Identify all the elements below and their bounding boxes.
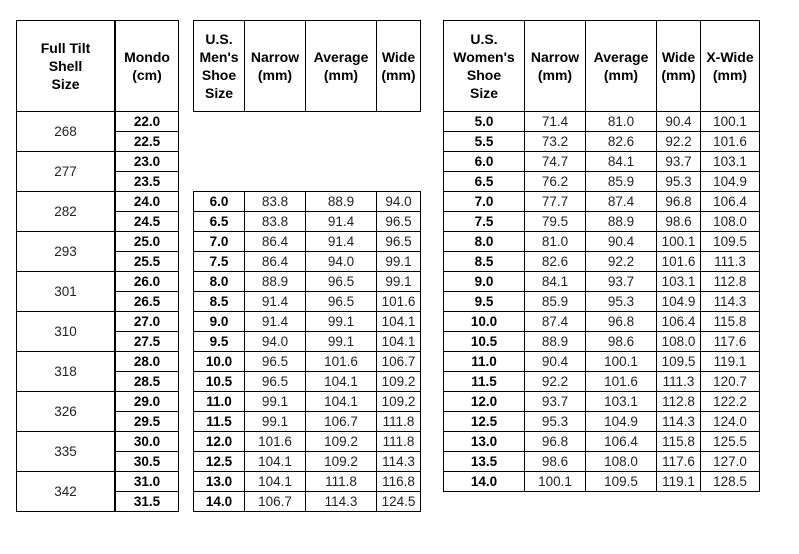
womens-column-header-line: Average xyxy=(593,49,649,65)
mens-width-cell: 109.2 xyxy=(306,432,377,452)
womens-width-cell: 96.8 xyxy=(586,312,657,332)
womens-width-cell: 100.1 xyxy=(657,232,701,252)
mens-width-cell: 106.7 xyxy=(245,492,306,512)
womens-column-header xyxy=(701,21,760,112)
table-row xyxy=(444,152,760,172)
mens-width-cell: 104.1 xyxy=(245,472,306,492)
table-row xyxy=(194,192,421,212)
table-row xyxy=(194,352,421,372)
table-row xyxy=(194,492,421,512)
mens-column-header-line: Shoe xyxy=(201,67,237,83)
mens-size-cell: 11.0 xyxy=(194,392,245,412)
mondo-cell: 23.0 xyxy=(116,152,179,172)
womens-width-cell: 82.6 xyxy=(586,132,657,152)
table-row xyxy=(116,472,179,492)
womens-width-cell: 77.7 xyxy=(525,192,586,212)
mondo-cell: 22.5 xyxy=(116,132,179,152)
womens-width-cell: 124.0 xyxy=(701,412,760,432)
mens-column-header-line: Average xyxy=(313,49,369,65)
womens-size-cell: 10.0 xyxy=(444,312,525,332)
table-row xyxy=(194,412,421,432)
womens-width-cell: 93.7 xyxy=(525,392,586,412)
womens-width-cell: 111.3 xyxy=(701,252,760,272)
mondo-cell: 27.5 xyxy=(116,332,179,352)
womens-width-cell: 108.0 xyxy=(701,212,760,232)
womens-size-cell: 7.0 xyxy=(444,192,525,212)
shell-size-cell: 277 xyxy=(17,152,115,192)
mens-width-cell: 104.1 xyxy=(306,372,377,392)
womens-width-cell: 117.6 xyxy=(657,452,701,472)
table-row xyxy=(444,132,760,152)
table-row xyxy=(17,272,115,312)
table-row xyxy=(116,232,179,252)
mens-column-header-line: Wide xyxy=(381,49,416,65)
table-row xyxy=(116,332,179,352)
womens-column-header-line: Shoe xyxy=(466,67,502,83)
womens-width-cell: 93.7 xyxy=(586,272,657,292)
mens-width-cell: 116.8 xyxy=(377,472,421,492)
mens-size-cell: 12.0 xyxy=(194,432,245,452)
mens-width-cell: 99.1 xyxy=(377,272,421,292)
table-row xyxy=(116,452,179,472)
table-row xyxy=(17,352,115,392)
womens-column-header-line: (mm) xyxy=(712,67,748,83)
table-row xyxy=(444,232,760,252)
womens-width-cell: 108.0 xyxy=(657,332,701,352)
mondo-cell: 31.5 xyxy=(116,492,179,512)
mens-column-header-line: Narrow xyxy=(250,49,300,65)
mens-size-cell: 6.0 xyxy=(194,192,245,212)
womens-width-cell: 85.9 xyxy=(525,292,586,312)
shell-size-cell: 326 xyxy=(17,392,115,432)
womens-column-header-line: Women's xyxy=(453,49,515,65)
mens-width-cell: 83.8 xyxy=(245,192,306,212)
mens-column-header xyxy=(377,21,421,112)
table-row xyxy=(444,332,760,352)
mens-width-cell: 96.5 xyxy=(245,372,306,392)
table-row xyxy=(17,232,115,272)
womens-width-cell: 128.5 xyxy=(701,472,760,492)
mondo-cell: 26.0 xyxy=(116,272,179,292)
womens-size-cell: 14.0 xyxy=(444,472,525,492)
mondo-cell: 23.5 xyxy=(116,172,179,192)
table-row xyxy=(444,112,760,132)
mens-size-cell: 10.5 xyxy=(194,372,245,392)
table-row xyxy=(194,332,421,352)
table-row xyxy=(194,232,421,252)
table-row xyxy=(194,252,421,272)
womens-column-header-line: Wide xyxy=(661,49,696,65)
womens-width-cell: 104.9 xyxy=(657,292,701,312)
womens-width-cell: 71.4 xyxy=(525,112,586,132)
mens-size-cell: 10.0 xyxy=(194,352,245,372)
womens-width-cell: 109.5 xyxy=(701,232,760,252)
womens-width-cell: 100.1 xyxy=(525,472,586,492)
mens-width-cell: 101.6 xyxy=(377,292,421,312)
table-row xyxy=(444,372,760,392)
full-tilt-shell-size-table xyxy=(16,20,115,512)
womens-shoe-size-table xyxy=(443,20,760,492)
womens-width-cell: 98.6 xyxy=(525,452,586,472)
womens-width-cell: 81.0 xyxy=(525,232,586,252)
table-row xyxy=(444,472,760,492)
womens-width-cell: 108.0 xyxy=(586,452,657,472)
womens-size-cell: 5.5 xyxy=(444,132,525,152)
mens-width-cell: 109.2 xyxy=(306,452,377,472)
mens-width-cell: 94.0 xyxy=(377,192,421,212)
table-row xyxy=(444,452,760,472)
table-row xyxy=(194,472,421,492)
womens-width-cell: 119.1 xyxy=(701,352,760,372)
table-row xyxy=(17,392,115,432)
mens-size-cell: 7.5 xyxy=(194,252,245,272)
womens-width-cell: 87.4 xyxy=(586,192,657,212)
table-row xyxy=(444,272,760,292)
womens-width-cell: 92.2 xyxy=(586,252,657,272)
mens-width-cell: 109.2 xyxy=(377,372,421,392)
mens-width-cell: 111.8 xyxy=(377,412,421,432)
mondo-cell: 25.5 xyxy=(116,252,179,272)
womens-size-cell: 13.0 xyxy=(444,432,525,452)
womens-width-cell: 109.5 xyxy=(657,352,701,372)
table-row xyxy=(17,112,115,152)
mens-size-cell: 9.0 xyxy=(194,312,245,332)
table-row xyxy=(194,292,421,312)
womens-width-cell: 93.7 xyxy=(657,152,701,172)
mondo-cell: 24.5 xyxy=(116,212,179,232)
mens-column-header-line: (mm) xyxy=(257,67,293,83)
mondo-cell: 28.5 xyxy=(116,372,179,392)
mens-size-cell: 6.5 xyxy=(194,212,245,232)
table-row xyxy=(194,392,421,412)
mens-size-cell: 12.5 xyxy=(194,452,245,472)
mens-column-header-line: U.S. xyxy=(205,31,233,47)
womens-width-cell: 90.4 xyxy=(657,112,701,132)
table-row xyxy=(116,492,179,512)
womens-width-cell: 109.5 xyxy=(586,472,657,492)
mondo-cell: 29.5 xyxy=(116,412,179,432)
mens-width-cell: 101.6 xyxy=(306,352,377,372)
table-row xyxy=(444,252,760,272)
mens-column-header xyxy=(194,21,245,112)
shell-size-header-line: Size xyxy=(51,76,80,92)
womens-width-cell: 90.4 xyxy=(586,232,657,252)
mens-width-cell: 96.5 xyxy=(306,272,377,292)
shell-size-cell: 268 xyxy=(17,112,115,152)
mens-width-cell: 83.8 xyxy=(245,212,306,232)
womens-column-header xyxy=(444,21,525,112)
mondo-cell: 26.5 xyxy=(116,292,179,312)
table-row xyxy=(116,352,179,372)
mens-width-cell: 96.5 xyxy=(306,292,377,312)
mondo-size-table xyxy=(115,20,179,512)
womens-width-cell: 98.6 xyxy=(586,332,657,352)
womens-width-cell: 79.5 xyxy=(525,212,586,232)
mens-width-cell: 99.1 xyxy=(377,252,421,272)
mens-width-cell: 114.3 xyxy=(306,492,377,512)
mens-shoe-size-table xyxy=(193,20,421,512)
womens-column-header-line: (mm) xyxy=(603,67,639,83)
table-row xyxy=(444,212,760,232)
shell-size-cell: 301 xyxy=(17,272,115,312)
mens-width-cell: 114.3 xyxy=(377,452,421,472)
womens-width-cell: 95.3 xyxy=(586,292,657,312)
table-row xyxy=(116,312,179,332)
mondo-cell: 28.0 xyxy=(116,352,179,372)
womens-width-cell: 98.6 xyxy=(657,212,701,232)
table-row xyxy=(194,272,421,292)
mondo-cell: 30.5 xyxy=(116,452,179,472)
mens-column-header xyxy=(245,21,306,112)
mondo-cell: 24.0 xyxy=(116,192,179,212)
blank-cell xyxy=(194,112,421,192)
mens-width-cell: 91.4 xyxy=(306,212,377,232)
womens-width-cell: 84.1 xyxy=(525,272,586,292)
womens-size-cell: 8.0 xyxy=(444,232,525,252)
table-row xyxy=(444,292,760,312)
mens-width-cell: 104.1 xyxy=(377,312,421,332)
mondo-cell: 27.0 xyxy=(116,312,179,332)
mens-width-cell: 99.1 xyxy=(245,392,306,412)
womens-width-cell: 95.3 xyxy=(657,172,701,192)
shell-size-cell: 342 xyxy=(17,472,115,512)
mens-width-cell: 111.8 xyxy=(377,432,421,452)
mens-width-cell: 104.1 xyxy=(245,452,306,472)
mens-width-cell: 106.7 xyxy=(306,412,377,432)
table-row xyxy=(116,212,179,232)
womens-size-cell: 6.0 xyxy=(444,152,525,172)
mens-size-cell: 13.0 xyxy=(194,472,245,492)
mens-width-cell: 96.5 xyxy=(377,232,421,252)
mens-size-cell: 11.5 xyxy=(194,412,245,432)
womens-width-cell: 92.2 xyxy=(525,372,586,392)
womens-width-cell: 95.3 xyxy=(525,412,586,432)
mondo-cell: 25.0 xyxy=(116,232,179,252)
table-row xyxy=(194,452,421,472)
mens-width-cell: 94.0 xyxy=(306,252,377,272)
womens-width-cell: 115.8 xyxy=(701,312,760,332)
table-row xyxy=(194,212,421,232)
womens-column-header xyxy=(525,21,586,112)
shell-size-cell: 310 xyxy=(17,312,115,352)
mens-width-cell: 96.5 xyxy=(245,352,306,372)
table-row xyxy=(444,432,760,452)
mens-width-cell: 96.5 xyxy=(377,212,421,232)
mens-size-cell: 8.5 xyxy=(194,292,245,312)
table-row xyxy=(116,412,179,432)
mens-width-cell: 86.4 xyxy=(245,252,306,272)
mens-width-cell: 99.1 xyxy=(306,312,377,332)
mens-size-cell: 7.0 xyxy=(194,232,245,252)
mens-column-header-line: (mm) xyxy=(381,67,416,83)
womens-width-cell: 74.7 xyxy=(525,152,586,172)
table-row xyxy=(116,272,179,292)
shell-size-cell: 335 xyxy=(17,432,115,472)
mens-width-cell: 94.0 xyxy=(245,332,306,352)
table-row xyxy=(444,412,760,432)
table-row xyxy=(194,432,421,452)
womens-width-cell: 106.4 xyxy=(586,432,657,452)
womens-column-header xyxy=(586,21,657,112)
mens-size-cell: 8.0 xyxy=(194,272,245,292)
table-row xyxy=(194,372,421,392)
womens-width-cell: 100.1 xyxy=(701,112,760,132)
table-row xyxy=(116,132,179,152)
womens-size-cell: 9.0 xyxy=(444,272,525,292)
mens-width-cell: 88.9 xyxy=(306,192,377,212)
womens-width-cell: 106.4 xyxy=(657,312,701,332)
shell-size-cell: 282 xyxy=(17,192,115,232)
table-row xyxy=(444,192,760,212)
mondo-header-line: (cm) xyxy=(132,67,162,83)
womens-width-cell: 82.6 xyxy=(525,252,586,272)
table-row xyxy=(194,312,421,332)
womens-width-cell: 112.8 xyxy=(701,272,760,292)
mens-width-cell: 111.8 xyxy=(306,472,377,492)
table-row xyxy=(17,152,115,192)
womens-width-cell: 114.3 xyxy=(657,412,701,432)
womens-width-cell: 96.8 xyxy=(657,192,701,212)
mens-column-header-line: Men's xyxy=(199,49,239,65)
mondo-cell: 22.0 xyxy=(116,112,179,132)
womens-width-cell: 88.9 xyxy=(525,332,586,352)
womens-column-header-line: Narrow xyxy=(530,49,580,65)
womens-width-cell: 85.9 xyxy=(586,172,657,192)
shell-size-header-line: Full Tilt xyxy=(40,40,91,56)
womens-column-header-line: X-Wide xyxy=(706,49,754,65)
womens-width-cell: 101.6 xyxy=(701,132,760,152)
mens-width-cell: 91.4 xyxy=(245,292,306,312)
womens-width-cell: 92.2 xyxy=(657,132,701,152)
mondo-header-line: Mondo xyxy=(124,49,170,65)
womens-width-cell: 104.9 xyxy=(586,412,657,432)
mens-width-cell: 101.6 xyxy=(245,432,306,452)
table-row xyxy=(116,172,179,192)
mondo-cell: 31.0 xyxy=(116,472,179,492)
womens-width-cell: 115.8 xyxy=(657,432,701,452)
mens-width-cell: 109.2 xyxy=(377,392,421,412)
shell-size-header xyxy=(17,21,115,112)
table-row xyxy=(116,192,179,212)
womens-width-cell: 117.6 xyxy=(701,332,760,352)
womens-size-cell: 12.0 xyxy=(444,392,525,412)
mens-width-cell: 91.4 xyxy=(306,232,377,252)
mens-column-header-line: Size xyxy=(204,85,233,101)
table-row xyxy=(116,372,179,392)
mens-width-cell: 99.1 xyxy=(306,332,377,352)
womens-size-cell: 6.5 xyxy=(444,172,525,192)
mens-width-cell: 86.4 xyxy=(245,232,306,252)
womens-size-cell: 10.5 xyxy=(444,332,525,352)
womens-width-cell: 73.2 xyxy=(525,132,586,152)
mondo-cell: 29.0 xyxy=(116,392,179,412)
womens-width-cell: 104.9 xyxy=(701,172,760,192)
table-row xyxy=(17,472,115,512)
womens-width-cell: 127.0 xyxy=(701,452,760,472)
womens-width-cell: 111.3 xyxy=(657,372,701,392)
womens-width-cell: 120.7 xyxy=(701,372,760,392)
mens-width-cell: 88.9 xyxy=(245,272,306,292)
womens-column-header-line: (mm) xyxy=(537,67,573,83)
womens-size-cell: 8.5 xyxy=(444,252,525,272)
womens-width-cell: 125.5 xyxy=(701,432,760,452)
mens-width-cell: 91.4 xyxy=(245,312,306,332)
womens-width-cell: 101.6 xyxy=(586,372,657,392)
womens-width-cell: 122.2 xyxy=(701,392,760,412)
womens-column-header xyxy=(657,21,701,112)
mondo-cell: 30.0 xyxy=(116,432,179,452)
womens-width-cell: 101.6 xyxy=(657,252,701,272)
womens-width-cell: 100.1 xyxy=(586,352,657,372)
womens-width-cell: 84.1 xyxy=(586,152,657,172)
table-row xyxy=(17,432,115,472)
mens-size-cell: 14.0 xyxy=(194,492,245,512)
shell-size-header-line: Shell xyxy=(48,58,83,74)
mens-column-header xyxy=(306,21,377,112)
table-row xyxy=(17,312,115,352)
table-row xyxy=(116,292,179,312)
mens-width-cell: 99.1 xyxy=(245,412,306,432)
womens-column-header-line: U.S. xyxy=(470,31,498,47)
mens-width-cell: 104.1 xyxy=(377,332,421,352)
mens-width-cell: 106.7 xyxy=(377,352,421,372)
shell-size-cell: 293 xyxy=(17,232,115,272)
table-row xyxy=(17,192,115,232)
shell-size-cell: 318 xyxy=(17,352,115,392)
mondo-header xyxy=(116,21,179,112)
womens-width-cell: 103.1 xyxy=(657,272,701,292)
table-row xyxy=(444,172,760,192)
womens-size-cell: 7.5 xyxy=(444,212,525,232)
womens-width-cell: 81.0 xyxy=(586,112,657,132)
womens-width-cell: 106.4 xyxy=(701,192,760,212)
table-row xyxy=(116,152,179,172)
table-row xyxy=(116,112,179,132)
womens-width-cell: 88.9 xyxy=(586,212,657,232)
womens-width-cell: 114.3 xyxy=(701,292,760,312)
mens-width-cell: 104.1 xyxy=(306,392,377,412)
mens-column-header-line: (mm) xyxy=(323,67,359,83)
table-row xyxy=(116,432,179,452)
womens-column-header-line: (mm) xyxy=(661,67,696,83)
womens-width-cell: 90.4 xyxy=(525,352,586,372)
table-row xyxy=(116,252,179,272)
womens-size-cell: 12.5 xyxy=(444,412,525,432)
womens-width-cell: 112.8 xyxy=(657,392,701,412)
womens-size-cell: 9.5 xyxy=(444,292,525,312)
womens-size-cell: 11.0 xyxy=(444,352,525,372)
blank-row xyxy=(194,112,421,192)
womens-size-cell: 5.0 xyxy=(444,112,525,132)
mens-width-cell: 124.5 xyxy=(377,492,421,512)
table-row xyxy=(116,392,179,412)
womens-width-cell: 96.8 xyxy=(525,432,586,452)
table-row xyxy=(444,392,760,412)
table-row xyxy=(444,352,760,372)
womens-width-cell: 119.1 xyxy=(657,472,701,492)
womens-width-cell: 103.1 xyxy=(586,392,657,412)
womens-column-header-line: Size xyxy=(469,85,498,101)
womens-size-cell: 13.5 xyxy=(444,452,525,472)
table-row xyxy=(444,312,760,332)
womens-size-cell: 11.5 xyxy=(444,372,525,392)
mens-size-cell: 9.5 xyxy=(194,332,245,352)
womens-width-cell: 87.4 xyxy=(525,312,586,332)
womens-width-cell: 76.2 xyxy=(525,172,586,192)
womens-width-cell: 103.1 xyxy=(701,152,760,172)
